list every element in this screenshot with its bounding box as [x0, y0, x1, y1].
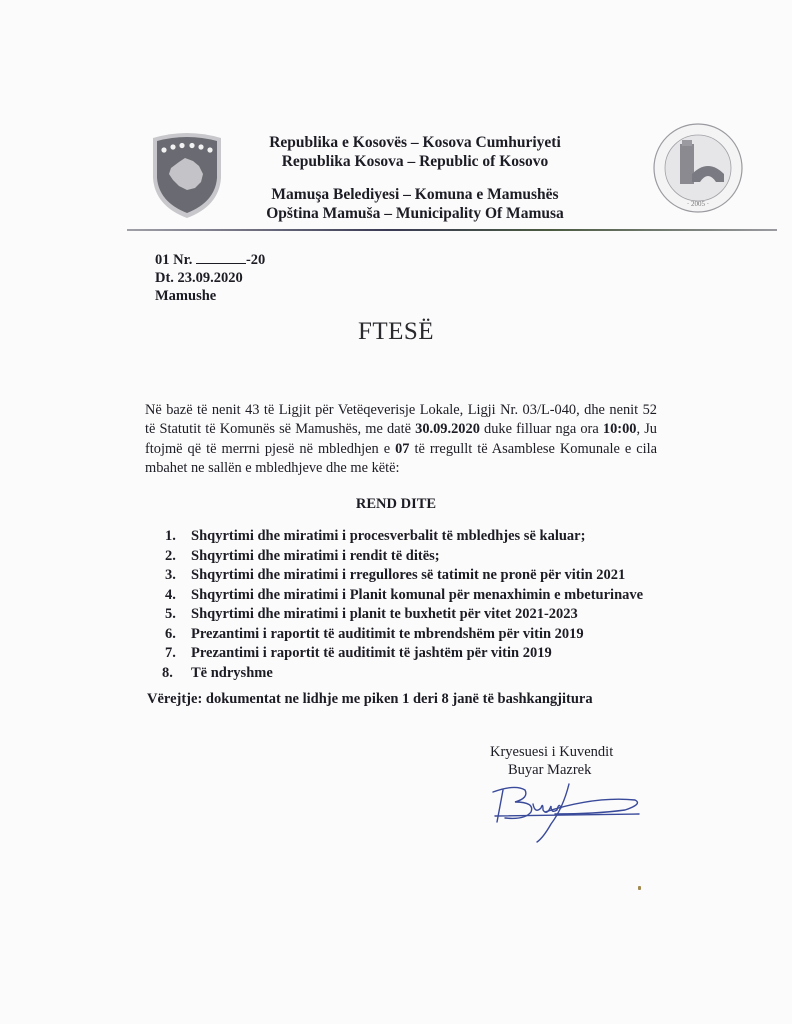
agenda-item: 8. Të ndryshme — [162, 664, 273, 681]
agenda-title: REND DITE — [355, 496, 437, 512]
signature-block — [490, 743, 613, 779]
letterhead-line-1: Republika e Kosovës – Kosova Cumhuriyeti — [269, 134, 561, 151]
reference-number: 01 Nr. -20 — [155, 252, 266, 268]
letterhead — [230, 133, 600, 223]
agenda-item: 2. Shqyrtimi dhe miratimi i rendit të ditës; — [165, 547, 440, 564]
letterhead-line-4: Opština Mamuša – Municipality Of Mamusa — [266, 205, 564, 222]
document-title: FTESË — [357, 318, 435, 345]
agenda-list — [162, 527, 644, 683]
reference-place: Mamushe — [155, 288, 217, 304]
kosovo-coat-of-arms-icon — [147, 130, 227, 220]
attachments-note: Vërejtje: dokumentat ne lidhje me piken 1 deri 8 janë të bashkangjitura — [147, 691, 593, 707]
signatory-role: Kryesuesi i Kuvendit — [490, 744, 614, 760]
agenda-item: 5. Shqyrtimi dhe miratimi i planit te buxhetit për vitet 2021-2023 — [165, 606, 578, 622]
agenda-item: 4. Shqyrtimi dhe miratimi i Planit komunal për menaxhimin e mbeturinave — [165, 586, 644, 603]
meeting-time: 10:00 — [602, 421, 637, 438]
reference-block — [155, 251, 265, 305]
agenda-item: 1. Shqyrtimi dhe miratimi i procesverbalit të mbledhjes së kaluar; — [165, 528, 586, 544]
invitation-paragraph: Në bazë të nenit 43 të Ligjit për Vetëqeverisje Lokale, Ligji Nr. 03/L-040, dhe nenit 52 të Statutit të Komunës së Mamushës, me datë 30.09.2020 duke filluar nga ora 10:00, Ju ftojmë që të merrni pjesë në mbledhjen e 07 të rregullt të Asamblese Komunale e cila mbahet ne sallën e mbledhjeve dhe me këtë: — [145, 402, 658, 476]
mamusha-municipality-seal-icon — [652, 122, 744, 214]
seal-year: · 2005 · — [686, 200, 710, 208]
handwritten-signature-icon — [485, 778, 645, 846]
session-number: 07 — [395, 440, 410, 457]
reference-number-blank — [196, 251, 246, 264]
meeting-date: 30.09.2020 — [415, 421, 480, 438]
letterhead-line-2: Republika Kosova – Republic of Kosovo — [281, 153, 549, 170]
agenda-item: 3. Shqyrtimi dhe miratimi i rregullores së tatimit ne pronë për vitin 2021 — [165, 567, 626, 583]
agenda-item: 6. Prezantimi i raportit të auditimit te mbrendshëm për vitin 2019 — [165, 625, 584, 642]
header-divider — [127, 229, 777, 231]
agenda-item: 7. Prezantimi i raportit të auditimit të jashtëm për vitin 2019 — [165, 645, 552, 661]
reference-date: Dt. 23.09.2020 — [155, 270, 243, 286]
signatory-name: Buyar Mazrek — [508, 762, 592, 778]
letterhead-line-3: Mamuşa Belediyesi – Komuna e Mamushës — [271, 186, 559, 203]
scan-speck — [638, 886, 641, 890]
